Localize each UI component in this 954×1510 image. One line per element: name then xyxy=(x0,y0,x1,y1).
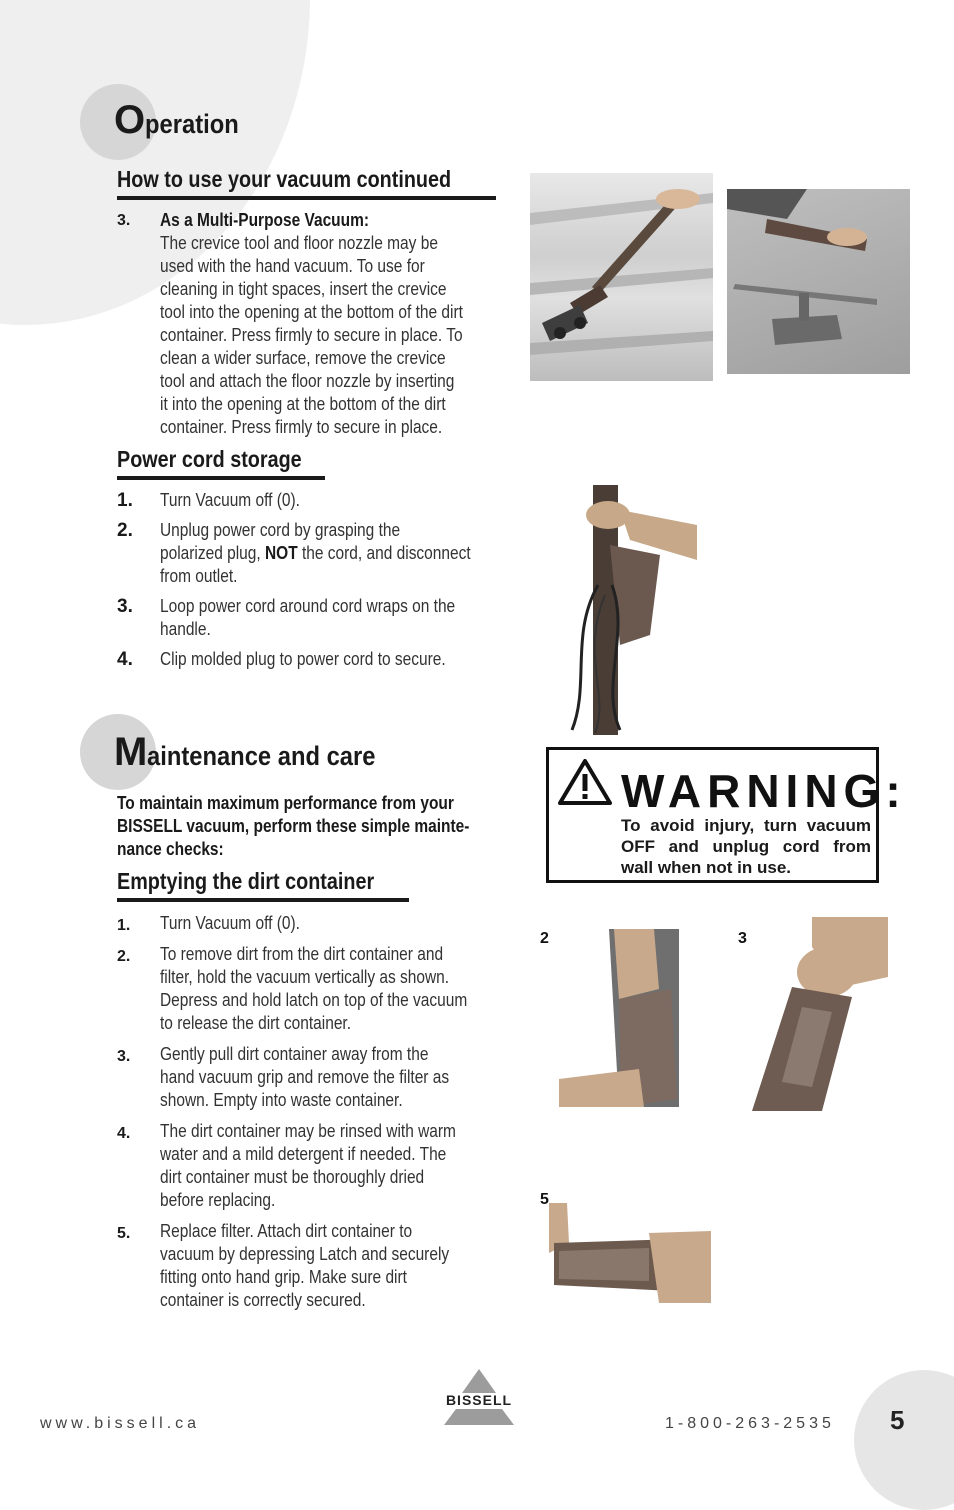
text-line: used with the hand vacuum. To use for xyxy=(160,256,425,276)
step-text: Turn Vacuum off (0). xyxy=(160,913,300,933)
section-title-operation xyxy=(114,98,252,143)
title-rest: aintenance and care xyxy=(147,741,376,771)
figure-label-5: 5 xyxy=(540,1191,549,1208)
step-number: 5. xyxy=(117,1225,131,1242)
photo-fig-2 xyxy=(559,929,684,1107)
figure-label-3: 3 xyxy=(738,930,747,947)
step-text: Gently pull dirt container away from the hand vacuum grip and remove the filter as shown. Empty into waste container. xyxy=(160,1044,450,1110)
text-line: container. Press firmly to secure in place. xyxy=(160,417,443,437)
footer-phone: 1-800-263-2535 xyxy=(665,1415,835,1432)
warning-box xyxy=(546,747,907,883)
text-line: clean a wider surface, remove the crevice xyxy=(160,348,446,368)
step-number: 3. xyxy=(117,596,133,617)
text-line: The crevice tool and floor nozzle may be xyxy=(160,233,438,253)
photo-fig-3 xyxy=(752,917,888,1111)
text-line: tool into the opening at the bottom of the dirt xyxy=(160,302,463,322)
step-text: Loop power cord around cord wraps on the handle. xyxy=(160,596,456,639)
text-line: cleaning in tight spaces, insert the crevice xyxy=(160,279,447,299)
text-line: it into the opening at the bottom of the dirt xyxy=(160,394,446,414)
step-number: 1. xyxy=(117,490,133,511)
photo-stair-cleaning xyxy=(530,173,713,381)
text-line: container. Press firmly to secure in place. To xyxy=(160,325,463,345)
bissell-logo xyxy=(438,1367,520,1427)
subheading-emptying: Emptying the dirt container xyxy=(117,868,409,902)
step-text: Unplug power cord by grasping the polarized plug, NOT the cord, and disconnect from outlet. xyxy=(160,520,471,586)
warning-title: WARNING: xyxy=(621,765,907,817)
figure-label-2: 2 xyxy=(540,930,549,947)
warning-triangle-icon xyxy=(557,758,613,806)
title-rest: peration xyxy=(145,109,239,139)
title-initial: M xyxy=(114,730,148,774)
step-text: To remove dirt from the dirt container and filter, hold the vacuum vertically as shown. Depress and hold latch on top of the vacuum to release the dirt container. xyxy=(160,944,468,1033)
step-text: Replace filter. Attach dirt container to vacuum by depressing Latch and securely fitting onto hand grip. Make sure dirt container is correctly secured. xyxy=(160,1221,450,1310)
subheading-power-cord: Power cord storage xyxy=(117,446,325,480)
maintenance-intro: To maintain maximum performance from your BISSELL vacuum, perform these simple mainte- nance checks: xyxy=(117,793,470,859)
section-title-maintenance xyxy=(114,730,407,775)
step-number: 2. xyxy=(117,520,133,541)
warning-text: To avoid injury, turn vacuum OFF and unplug cord from wall when not in use. xyxy=(621,816,871,877)
subheading-how-to-use: How to use your vacuum continued xyxy=(117,166,496,200)
step-number: 4. xyxy=(117,649,133,670)
page-number: 5 xyxy=(890,1405,905,1435)
step-number: 4. xyxy=(117,1125,131,1142)
photo-cord-storage xyxy=(560,485,697,735)
step-number: 1. xyxy=(117,917,131,934)
step-number: 2. xyxy=(117,948,131,965)
page-number-bubble xyxy=(854,1370,954,1510)
step-text: Clip molded plug to power cord to secure. xyxy=(160,649,446,669)
step-text: Turn Vacuum off (0). xyxy=(160,490,300,510)
step-number: 3. xyxy=(117,212,131,229)
step-title: As a Multi-Purpose Vacuum: xyxy=(160,210,370,230)
photo-attachments xyxy=(727,189,910,374)
footer-url: www.bissell.ca xyxy=(40,1415,201,1432)
logo-text: BISSELL xyxy=(445,1392,513,1408)
step-number: 3. xyxy=(117,1048,131,1065)
step-text: The dirt container may be rinsed with warm water and a mild detergent if needed. The dirt container must be thoroughly dried before replacing. xyxy=(160,1121,456,1210)
text-line: tool and attach the floor nozzle by inserting xyxy=(160,371,455,391)
photo-fig-5 xyxy=(549,1203,711,1303)
step-text xyxy=(160,232,512,439)
power-cord-steps xyxy=(117,489,537,679)
title-initial: O xyxy=(114,98,146,142)
